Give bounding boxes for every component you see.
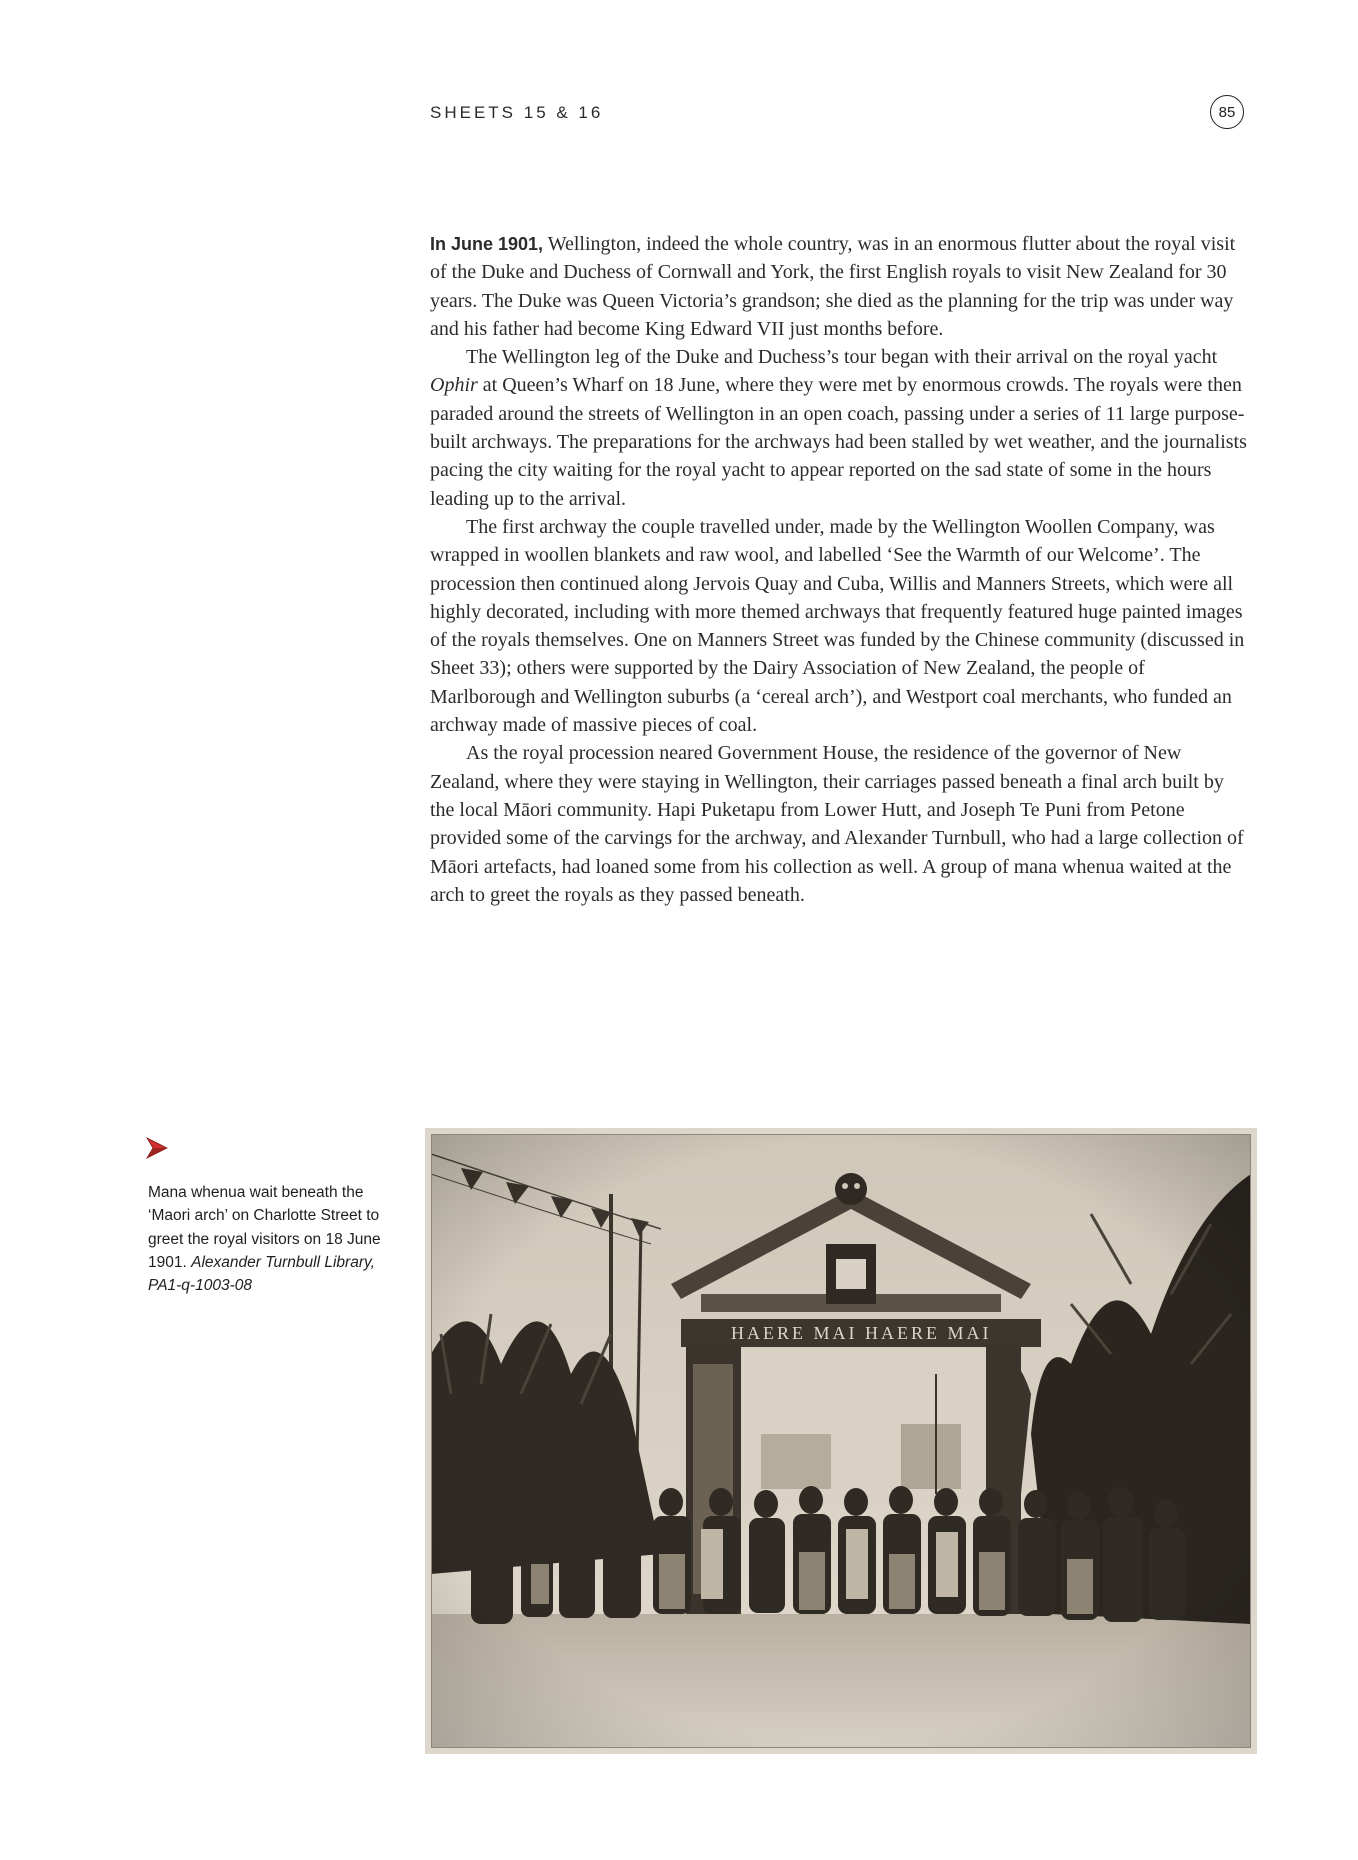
paragraph-1 xyxy=(430,230,1250,343)
caption-pointer-icon xyxy=(145,1136,169,1160)
paragraph-4: As the royal procession neared Government House, the residence of the governor of New Zealand, where they were staying in Wellington, their carriages passed beneath a final arch built by the local Māori community. Hapi Puketapu from Lower Hutt, and Joseph Te Puni from Petone provided some of the carvings for the archway, and Alexander Turnbull, who had a large collection of Māori artefacts, had loaned some from his collection as well. A group of mana whenua waited at the arch to greet the royals as they passed beneath. xyxy=(430,742,1244,906)
paragraph-1-text: Wellington, indeed the whole country, was in an enormous flutter about the royal visit of the Duke and Duchess of Cornwall and York, the first English royals to visit New Zealand for 30 years. The Duke was Queen Victoria’s grandson; she died as the planning for the trip was under way and his father had become King Edward VII just months before. xyxy=(430,233,1236,340)
paragraph-2-text-b: at Queen’s Wharf on 18 June, where they were met by enormous crowds. The royals were then paraded around the streets of Wellington in an open coach, passing under a series of 11 large purpose-built archways. The preparations for the archways had been stalled by wet weather, and the journalists pacing the city waiting for the royal yacht to appear reported on the sad state of some in the hours leading up to the arrival. xyxy=(430,374,1247,510)
caption-credit: Alexander Turnbull Library, PA1-q-1003-08 xyxy=(148,1253,375,1295)
ship-name: Ophir xyxy=(430,374,478,397)
caption-text: Mana whenua wait beneath the ‘Maori arch’ on Charlotte Street to greet the royal visitors on 18 June 1901. xyxy=(148,1184,381,1271)
paragraph-2-text-a: The Wellington leg of the Duke and Duchess’s tour began with their arrival on the royal yacht xyxy=(466,346,1218,369)
page-number: 85 xyxy=(1210,95,1244,129)
running-head: SHEETS 15 & 16 xyxy=(430,103,604,122)
photo-frame xyxy=(425,1128,1257,1754)
paragraph-3: The first archway the couple travelled under, made by the Wellington Woollen Company, was wrapped in woollen blankets and raw wool, and labelled ‘See the Warmth of our Welcome’. The procession then continued along Jervois Quay and Cuba, Willis and Manners Streets, which were all highly decorated, including with more themed archways that frequently featured huge painted images of the royals themselves. One on Manners Street was funded by the Chinese community (discussed in Sheet 33); others were supported by the Dairy Association of New Zealand, the people of Marlborough and Wellington suburbs (a ‘cereal arch’), and Westport coal merchants, who funded an archway made of massive pieces of coal. xyxy=(430,515,1245,737)
article-body xyxy=(430,230,1250,909)
maori-arch-photo xyxy=(431,1134,1251,1748)
figure-caption xyxy=(148,1181,398,1297)
lead-in: In June 1901, xyxy=(430,234,544,254)
paragraph-2 xyxy=(430,343,1250,513)
